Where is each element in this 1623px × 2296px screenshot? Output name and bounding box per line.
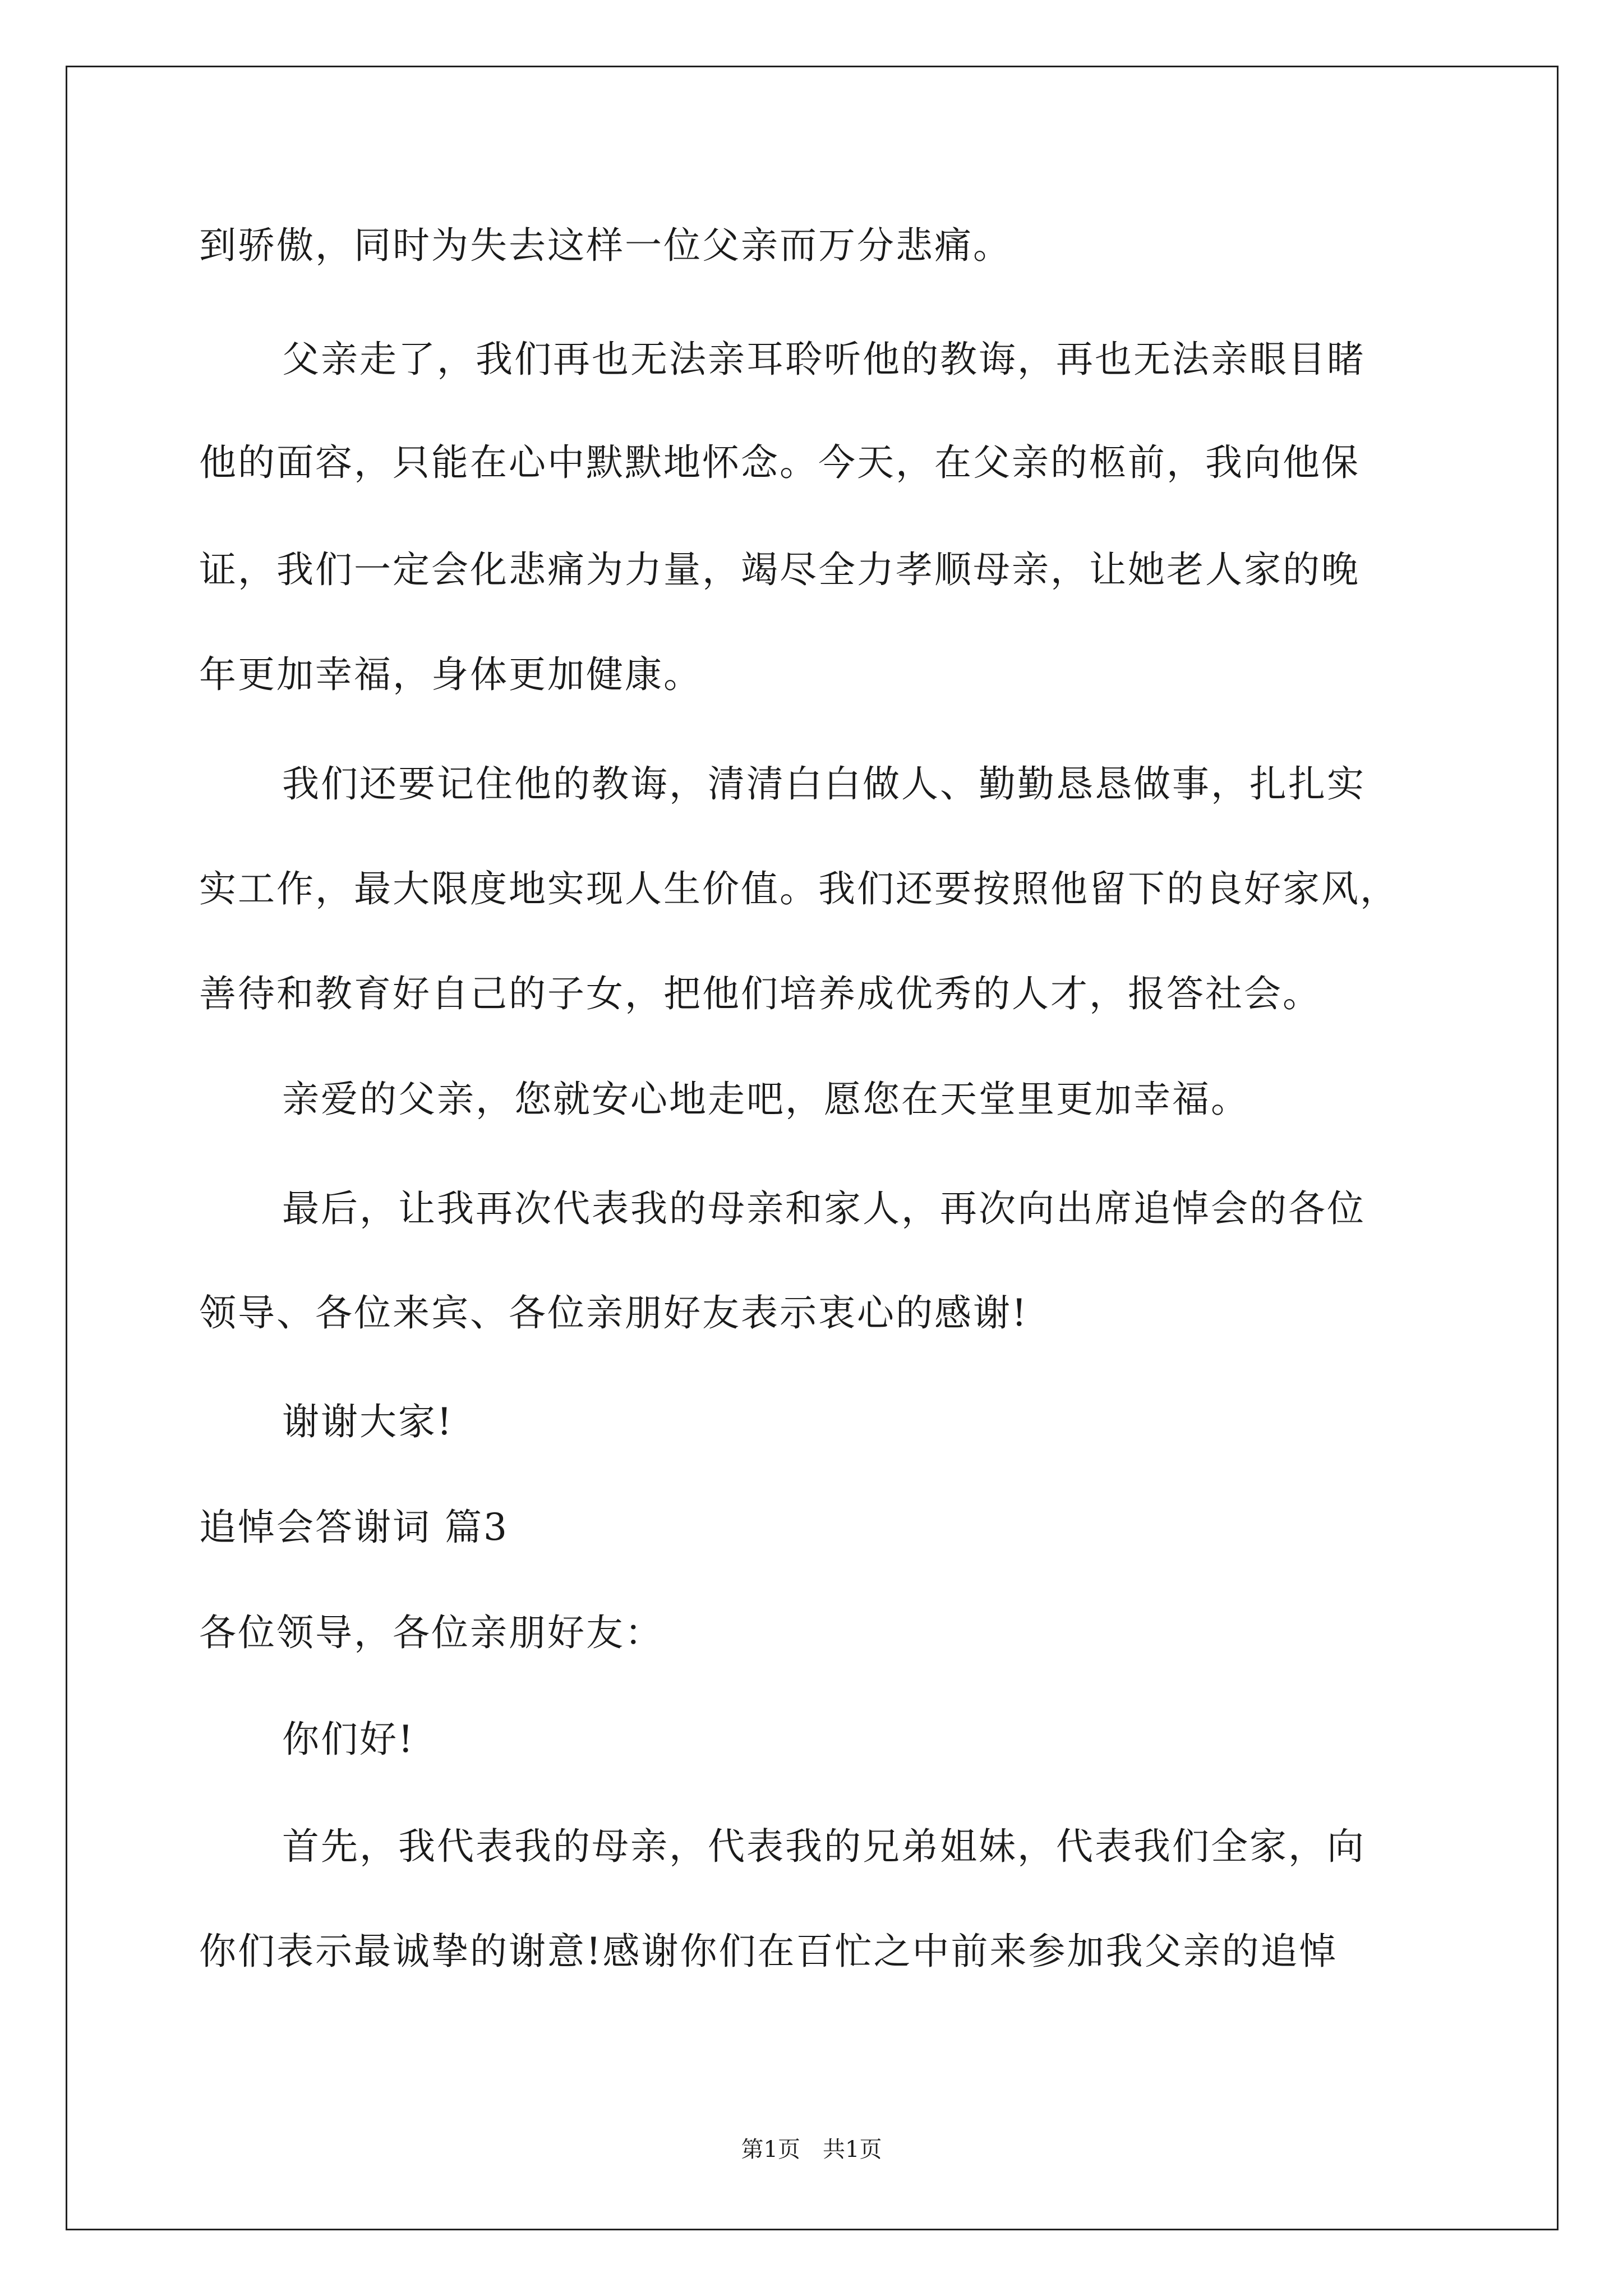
text-line: 我们还要记住他的教诲，清清白白做人、勤勤恳恳做事，扎扎实 xyxy=(282,762,1366,806)
page-border xyxy=(66,66,1559,2230)
text-line: 亲爱的父亲，您就安心地走吧，愿您在天堂里更加幸福。 xyxy=(282,1078,1249,1121)
text-line: 谢谢大家! xyxy=(282,1400,454,1443)
text-line: 他的面容，只能在心中默默地怀念。今天，在父亲的柩前，我向他保 xyxy=(199,441,1360,484)
text-line: 实工作，最大限度地实现人生价值。我们还要按照他留下的良好家风， xyxy=(199,867,1399,910)
text-line: 领导、各位来宾、各位亲朋好友表示衷心的感谢! xyxy=(199,1291,1029,1335)
text-line: 父亲走了，我们再也无法亲耳聆听他的教诲，再也无法亲眼目睹 xyxy=(282,338,1366,381)
text-line: 年更加幸福，身体更加健康。 xyxy=(199,653,702,696)
salutation: 各位领导，各位亲朋好友： xyxy=(199,1611,663,1654)
text-line: 善待和教育好自己的子女，把他们培养成优秀的人才，报答社会。 xyxy=(199,972,1321,1015)
text-line: 到骄傲，同时为失去这样一位父亲而万分悲痛。 xyxy=(199,224,1012,267)
text-line: 证，我们一定会化悲痛为力量，竭尽全力孝顺母亲，让她老人家的晚 xyxy=(199,548,1360,591)
page-number-footer: 第1页 共1页 xyxy=(741,2137,882,2162)
text-line: 最后，让我再次代表我的母亲和家人，再次向出席追悼会的各位 xyxy=(282,1187,1366,1230)
text-line: 你们表示最诚挚的谢意!感谢你们在百忙之中前来参加我父亲的追悼 xyxy=(199,1930,1338,1973)
text-line: 你们好! xyxy=(282,1718,415,1761)
text-line: 首先，我代表我的母亲，代表我的兄弟姐妹，代表我们全家，向 xyxy=(282,1825,1366,1868)
section-heading: 追悼会答谢词 篇3 xyxy=(199,1506,509,1549)
